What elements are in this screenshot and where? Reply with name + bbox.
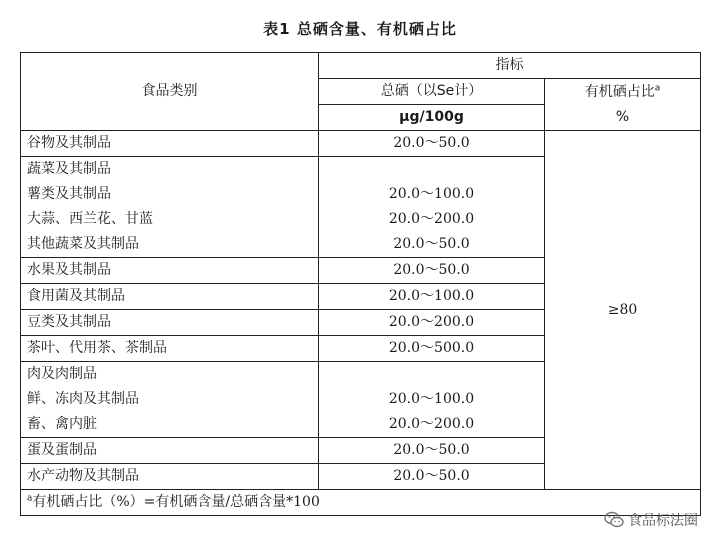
selenium-table <box>20 52 701 516</box>
food-name: 薯类及其制品 <box>21 182 319 207</box>
food-name: 鲜、冻肉及其制品 <box>21 387 319 412</box>
total-se-value: 20.0～50.0 <box>319 258 545 284</box>
food-name: 谷物及其制品 <box>21 131 319 157</box>
total-se-value: 20.0～100.0 <box>319 182 545 207</box>
total-se-value: 20.0～100.0 <box>319 284 545 310</box>
total-se-value: 20.0～200.0 <box>319 207 545 232</box>
total-se-value: 20.0～50.0 <box>319 438 545 464</box>
watermark-text: 食品标法圈 <box>628 513 698 529</box>
food-name: 大蒜、西兰花、甘蓝 <box>21 207 319 232</box>
food-name: 食用菌及其制品 <box>21 284 319 310</box>
header-organic-ratio <box>545 79 701 131</box>
food-name: 肉及肉制品 <box>21 362 319 388</box>
food-name: 水果及其制品 <box>21 258 319 284</box>
header-total-se: 总硒（以Se计） <box>319 79 545 105</box>
total-se-value: 20.0～50.0 <box>319 232 545 258</box>
total-se-value: 20.0～100.0 <box>319 387 545 412</box>
food-name: 蛋及蛋制品 <box>21 438 319 464</box>
organic-ratio-value: ≥80 <box>545 131 701 490</box>
total-se-value: 20.0～50.0 <box>319 464 545 490</box>
header-food-category: 食品类别 <box>21 53 319 131</box>
total-se-value <box>319 157 545 183</box>
total-se-value <box>319 362 545 388</box>
header-total-se-unit: μg/100g <box>319 105 545 131</box>
food-name: 茶叶、代用茶、茶制品 <box>21 336 319 362</box>
organic-ratio-unit: % <box>615 108 630 125</box>
footnote-sup: a <box>27 493 33 504</box>
organic-ratio-sup: a <box>654 82 661 93</box>
table-row <box>21 131 701 157</box>
organic-ratio-label: 有机硒占比 <box>584 83 655 100</box>
footnote <box>21 490 701 516</box>
food-name: 豆类及其制品 <box>21 310 319 336</box>
footnote-text: 有机硒占比（%）=有机硒含量/总硒含量*100 <box>32 494 320 510</box>
food-name: 水产动物及其制品 <box>21 464 319 490</box>
total-se-value: 20.0～500.0 <box>319 336 545 362</box>
food-name: 蔬菜及其制品 <box>21 157 319 183</box>
total-se-value: 20.0～50.0 <box>319 131 545 157</box>
food-name: 畜、禽内脏 <box>21 412 319 438</box>
table-title: 表1 总硒含量、有机硒占比 <box>263 20 457 38</box>
watermark <box>604 510 698 530</box>
total-se-value: 20.0～200.0 <box>319 412 545 438</box>
header-indicator: 指标 <box>319 53 701 79</box>
total-se-value: 20.0～200.0 <box>319 310 545 336</box>
food-name: 其他蔬菜及其制品 <box>21 232 319 258</box>
wechat-icon <box>604 511 624 529</box>
